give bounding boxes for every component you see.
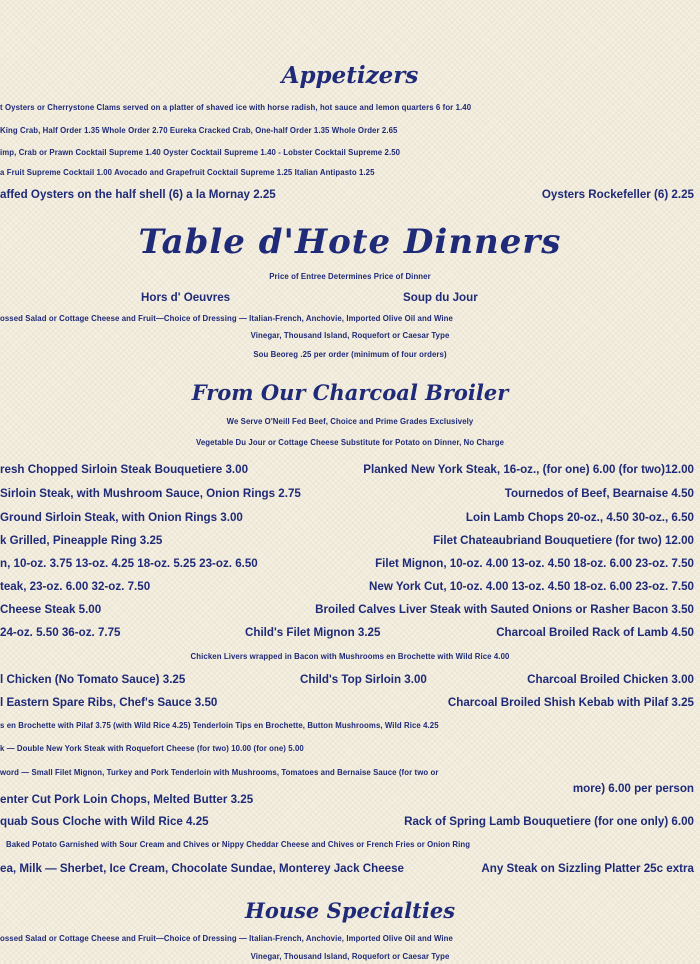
appetizer-line: imp, Crab or Prawn Cocktail Supreme 1.40 Oyster Cocktail Supreme 1.40 - Lobster Cocktail Supreme 2.50 [0, 148, 401, 157]
potato-note: Vegetable Du Jour or Cottage Cheese Substitute for Potato on Dinner, No Charge [195, 438, 505, 447]
house-specialties-heading: House Specialties [244, 898, 456, 923]
menu-item-left: Cheese Steak 5.00 [0, 603, 102, 616]
appetizer-line: t Oysters or Cherrystone Clams served on a platter of shaved ice with horse radish, hot sauce and lemon quarters 6 for 1.40 [0, 103, 472, 112]
menu-item-right: Loin Lamb Chops 20-oz., 4.50 30-oz., 6.50 [465, 511, 694, 524]
salad-line: ossed Salad or Cottage Cheese and Fruit—Choice of Dressing — Italian-French, Anchovie, Imported Olive Oil and Wine [0, 314, 453, 323]
menu-item-right: Charcoal Broiled Shish Kebab with Pilaf 3.25 [447, 696, 694, 709]
menu-item-left: Sirloin Steak, with Mushroom Sauce, Onion Rings 2.75 [0, 487, 301, 500]
menu-item-left: k Grilled, Pineapple Ring 3.25 [0, 534, 163, 547]
hors-doeuvres: Hors d' Oeuvres [141, 291, 231, 304]
dessert-line: ea, Milk — Sherbet, Ice Cream, Chocolate Sundae, Monterey Jack Cheese [0, 862, 404, 875]
beef-note: We Serve O'Neill Fed Beef, Choice and Prime Grades Exclusively [226, 417, 474, 426]
appetizer-line: Oysters Rockefeller (6) 2.25 [541, 188, 694, 201]
salad-line: Vinegar, Thousand Island, Roquefort or Caesar Type [250, 952, 450, 961]
menu-item-left: quab Sous Cloche with Wild Rice 4.25 [0, 815, 209, 828]
menu-item-right: Broiled Calves Liver Steak with Sauted Onions or Rasher Bacon 3.50 [315, 603, 694, 616]
appetizers-heading: Appetizers [281, 62, 419, 89]
menu-item-left: l Eastern Spare Ribs, Chef's Sauce 3.50 [0, 696, 218, 709]
menu-item-left: l Chicken (No Tomato Sauce) 3.25 [0, 673, 186, 686]
sword-line: more) 6.00 per person [572, 782, 694, 795]
menu-item-right: Charcoal Broiled Chicken 3.00 [527, 673, 694, 686]
menu-item-left: teak, 23-oz. 6.00 32-oz. 7.50 [0, 580, 151, 593]
menu-item-right: Tournedos of Beef, Bearnaise 4.50 [504, 487, 694, 500]
sizzling-note: Any Steak on Sizzling Platter 25c extra [481, 862, 694, 875]
appetizer-line: King Crab, Half Order 1.35 Whole Order 2.70 Eureka Cracked Crab, One-half Order 1.35 Whole Order 2.65 [0, 126, 398, 135]
menu-item-right: Rack of Spring Lamb Bouquetiere (for one only) 6.00 [404, 815, 694, 828]
double-ny-line: k — Double New York Steak with Roquefort Cheese (for two) 10.00 (for one) 5.00 [0, 744, 304, 753]
menu-item-right: Charcoal Broiled Rack of Lamb 4.50 [496, 626, 694, 639]
salad-line: Vinegar, Thousand Island, Roquefort or Caesar Type [250, 331, 450, 340]
table-dhote-heading: Table d'Hote Dinners [138, 222, 562, 262]
menu-item-mid: Child's Top Sirloin 3.00 [300, 673, 427, 686]
menu-item-left: resh Chopped Sirloin Steak Bouquetiere 3.00 [0, 463, 249, 476]
potato-line: Baked Potato Garnished with Sour Cream and Chives or Nippy Cheddar Cheese and Chives or French Fries or Onion Ring [6, 840, 471, 849]
appetizer-line: affed Oysters on the half shell (6) a la Mornay 2.25 [0, 188, 276, 201]
chicken-livers: Chicken Livers wrapped in Bacon with Mushrooms en Brochette with Wild Rice 4.00 [190, 652, 510, 661]
sou-beoreg: Sou Beoreg .25 per order (minimum of four orders) [253, 350, 447, 359]
menu-item-mid: Child's Filet Mignon 3.25 [245, 626, 381, 639]
menu-item-right: New York Cut, 10-oz. 4.00 13-oz. 4.50 18-oz. 6.00 23-oz. 7.50 [369, 580, 694, 593]
sword-line: word — Small Filet Mignon, Turkey and Pork Tenderloin with Mushrooms, Tomatoes and Bernaise Sauce (for two or [0, 768, 439, 777]
brochette-line: s en Brochette with Pilaf 3.75 (with Wild Rice 4.25) Tenderloin Tips en Brochette, Button Mushrooms, Wild Rice 4.25 [0, 721, 439, 730]
appetizer-line: a Fruit Supreme Cocktail 1.00 Avocado and Grapefruit Cocktail Supreme 1.25 Italian Antipasto 1.25 [0, 168, 375, 177]
menu-item-left: 24-oz. 5.50 36-oz. 7.75 [0, 626, 121, 639]
charcoal-broiler-heading: From Our Charcoal Broiler [191, 380, 509, 405]
soup-du-jour: Soup du Jour [403, 291, 478, 304]
price-note: Price of Entree Determines Price of Dinner [269, 272, 431, 281]
menu-item-right: Planked New York Steak, 16-oz., (for one) 6.00 (for two)12.00 [363, 463, 694, 476]
salad-line: ossed Salad or Cottage Cheese and Fruit—Choice of Dressing — Italian-French, Anchovie, Imported Olive Oil and Wine [0, 934, 453, 943]
pork-line: enter Cut Pork Loin Chops, Melted Butter 3.25 [0, 793, 254, 806]
menu-item-left: n, 10-oz. 3.75 13-oz. 4.25 18-oz. 5.25 23-oz. 6.50 [0, 557, 258, 570]
menu-item-right: Filet Chateaubriand Bouquetiere (for two) 12.00 [433, 534, 694, 547]
menu-item-right: Filet Mignon, 10-oz. 4.00 13-oz. 4.50 18-oz. 6.00 23-oz. 7.50 [375, 557, 694, 570]
menu-item-left: Ground Sirloin Steak, with Onion Rings 3.00 [0, 511, 243, 524]
